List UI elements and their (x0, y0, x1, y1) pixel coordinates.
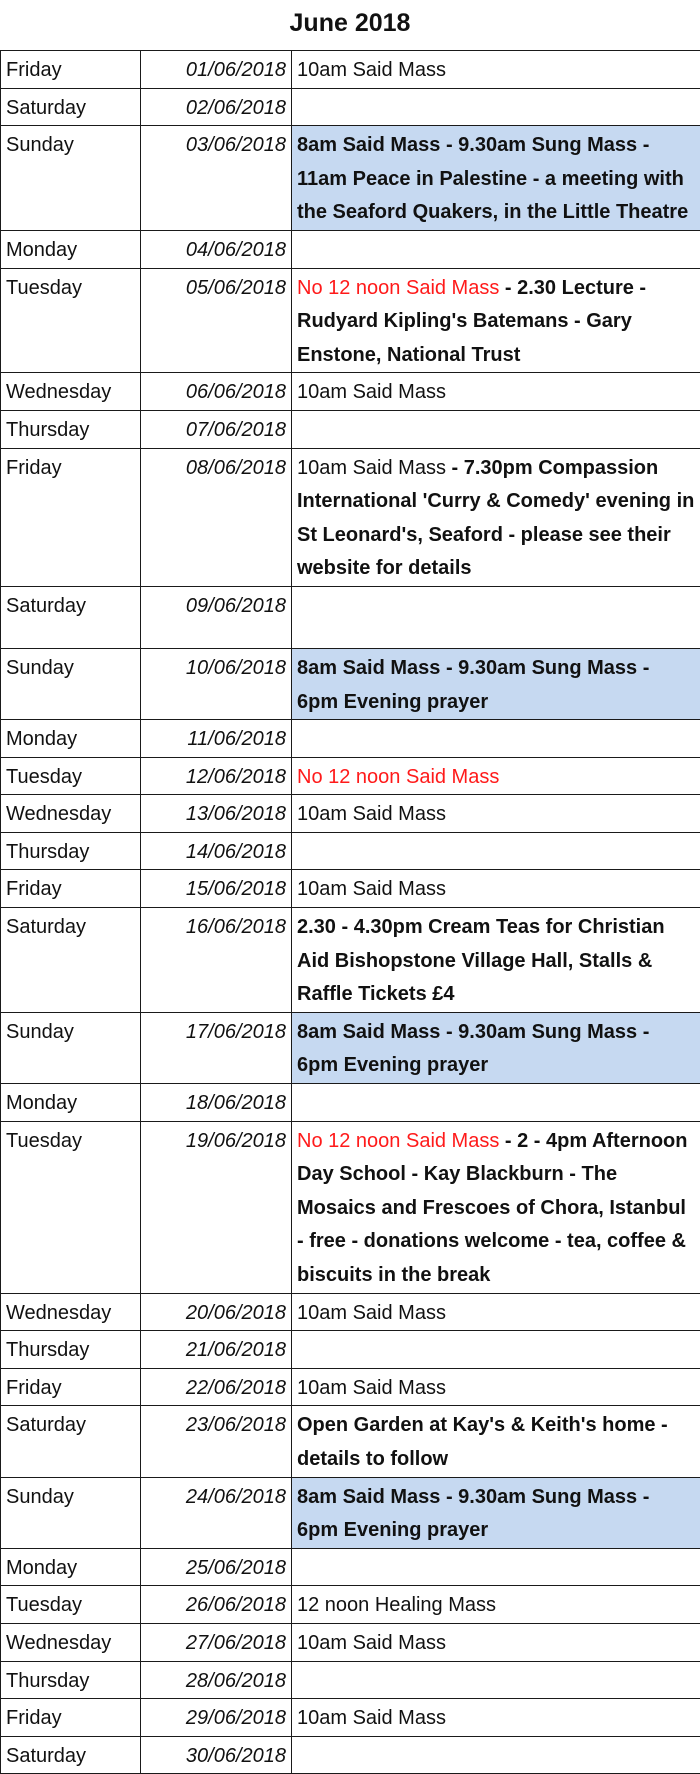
day-cell: Monday (1, 1548, 141, 1586)
event-text: 12 noon Healing Mass (297, 1594, 496, 1616)
event-text: 8am Said Mass - 9.30am Sung Mass - 11am Peace in Palestine - a meeting with the Seaford Quakers, in the Little Theatre (297, 134, 688, 223)
event-cell (292, 1736, 700, 1774)
event-cell (292, 126, 700, 231)
schedule-row (1, 1736, 700, 1774)
day-cell: Tuesday (1, 268, 141, 373)
event-text: 8am Said Mass - 9.30am Sung Mass - 6pm Evening prayer (297, 1021, 649, 1077)
event-cell (292, 1331, 700, 1369)
day-cell: Sunday (1, 1012, 141, 1083)
event-text: 10am Said Mass (297, 1632, 446, 1654)
event-cell (292, 1586, 700, 1624)
schedule-row (1, 448, 700, 586)
event-cell (292, 1084, 700, 1122)
schedule-row (1, 373, 700, 411)
event-text: 10am Said Mass (297, 381, 446, 403)
date-cell: 04/06/2018 (141, 230, 292, 268)
date-cell: 21/06/2018 (141, 1331, 292, 1369)
day-cell: Friday (1, 1368, 141, 1406)
event-cell (292, 373, 700, 411)
event-cell (292, 448, 700, 586)
schedule-row (1, 1699, 700, 1737)
day-cell: Friday (1, 870, 141, 908)
date-cell: 22/06/2018 (141, 1368, 292, 1406)
schedule-row (1, 1084, 700, 1122)
cancelled-notice: No 12 noon Said Mass (297, 766, 499, 788)
event-text: - 2 - 4pm Afternoon Day School - Kay Blackburn - The Mosaics and Frescoes of Chora, Istanbul - free - donations welcome - tea, coffee & biscuits in the break (297, 1130, 688, 1286)
date-cell: 17/06/2018 (141, 1012, 292, 1083)
day-cell: Sunday (1, 126, 141, 231)
date-cell: 03/06/2018 (141, 126, 292, 231)
event-text: 10am Said Mass (297, 59, 446, 81)
date-cell: 12/06/2018 (141, 757, 292, 795)
event-cell (292, 1477, 700, 1548)
event-cell (292, 410, 700, 448)
day-cell: Tuesday (1, 1121, 141, 1293)
day-cell: Friday (1, 448, 141, 586)
date-cell: 24/06/2018 (141, 1477, 292, 1548)
day-cell: Friday (1, 1699, 141, 1737)
schedule-row (1, 870, 700, 908)
day-cell: Thursday (1, 410, 141, 448)
schedule-row (1, 795, 700, 833)
date-cell: 14/06/2018 (141, 832, 292, 870)
schedule-row (1, 51, 700, 89)
event-cell (292, 88, 700, 126)
schedule-row (1, 1623, 700, 1661)
schedule-body (1, 51, 700, 1774)
schedule-table (0, 50, 700, 1774)
event-text: 10am Said Mass (297, 457, 446, 479)
schedule-row (1, 230, 700, 268)
schedule-row (1, 410, 700, 448)
schedule-row (1, 1406, 700, 1477)
event-cell (292, 1661, 700, 1699)
day-cell: Wednesday (1, 795, 141, 833)
date-cell: 25/06/2018 (141, 1548, 292, 1586)
event-text: - 7.30pm Compassion International 'Curry & Comedy' evening in St Leonard's, Seaford - please see their website for details (297, 457, 694, 580)
event-text: - 2.30 Lecture - Rudyard Kipling's Batemans - Gary Enstone, National Trust (297, 277, 646, 366)
day-cell: Saturday (1, 908, 141, 1013)
date-cell: 20/06/2018 (141, 1293, 292, 1331)
day-cell: Tuesday (1, 757, 141, 795)
event-cell (292, 720, 700, 758)
date-cell: 23/06/2018 (141, 1406, 292, 1477)
date-cell: 28/06/2018 (141, 1661, 292, 1699)
day-cell: Saturday (1, 1406, 141, 1477)
date-cell: 02/06/2018 (141, 88, 292, 126)
schedule-row (1, 1293, 700, 1331)
event-text: 8am Said Mass - 9.30am Sung Mass - 6pm Evening prayer (297, 1486, 649, 1542)
schedule-row (1, 586, 700, 648)
event-cell (292, 1121, 700, 1293)
event-cell (292, 51, 700, 89)
schedule-row (1, 1012, 700, 1083)
event-cell (292, 795, 700, 833)
event-cell (292, 757, 700, 795)
event-cell (292, 1293, 700, 1331)
page-title: June 2018 (0, 0, 700, 50)
event-text: 10am Said Mass (297, 1302, 446, 1324)
schedule-row (1, 88, 700, 126)
event-cell (292, 870, 700, 908)
schedule-row (1, 126, 700, 231)
schedule-row (1, 757, 700, 795)
event-text: 10am Said Mass (297, 1707, 446, 1729)
event-cell (292, 268, 700, 373)
event-text: 10am Said Mass (297, 803, 446, 825)
date-cell: 09/06/2018 (141, 586, 292, 648)
day-cell: Friday (1, 51, 141, 89)
schedule-row (1, 1661, 700, 1699)
day-cell: Sunday (1, 648, 141, 719)
date-cell: 11/06/2018 (141, 720, 292, 758)
event-text: 2.30 - 4.30pm Cream Teas for Christian Aid Bishopstone Village Hall, Stalls & Raffle Tickets £4 (297, 916, 665, 1005)
date-cell: 06/06/2018 (141, 373, 292, 411)
day-cell: Sunday (1, 1477, 141, 1548)
cancelled-notice: No 12 noon Said Mass (297, 277, 499, 299)
date-cell: 26/06/2018 (141, 1586, 292, 1624)
schedule-row (1, 1477, 700, 1548)
date-cell: 29/06/2018 (141, 1699, 292, 1737)
date-cell: 27/06/2018 (141, 1623, 292, 1661)
day-cell: Wednesday (1, 1623, 141, 1661)
schedule-row (1, 1586, 700, 1624)
event-cell (292, 1368, 700, 1406)
date-cell: 13/06/2018 (141, 795, 292, 833)
date-cell: 07/06/2018 (141, 410, 292, 448)
date-cell: 10/06/2018 (141, 648, 292, 719)
day-cell: Saturday (1, 586, 141, 648)
event-cell (292, 1699, 700, 1737)
event-text: Open Garden at Kay's & Keith's home - details to follow (297, 1414, 668, 1470)
date-cell: 01/06/2018 (141, 51, 292, 89)
schedule-row (1, 648, 700, 719)
day-cell: Saturday (1, 1736, 141, 1774)
event-cell (292, 908, 700, 1013)
day-cell: Wednesday (1, 1293, 141, 1331)
schedule-row (1, 720, 700, 758)
event-cell (292, 586, 700, 648)
day-cell: Tuesday (1, 1586, 141, 1624)
date-cell: 19/06/2018 (141, 1121, 292, 1293)
schedule-row (1, 268, 700, 373)
event-cell (292, 832, 700, 870)
schedule-row (1, 1121, 700, 1293)
event-text: 8am Said Mass - 9.30am Sung Mass - 6pm Evening prayer (297, 657, 649, 713)
event-cell (292, 1623, 700, 1661)
date-cell: 05/06/2018 (141, 268, 292, 373)
event-cell (292, 230, 700, 268)
day-cell: Saturday (1, 88, 141, 126)
day-cell: Thursday (1, 1331, 141, 1369)
schedule-row (1, 1548, 700, 1586)
event-cell (292, 648, 700, 719)
date-cell: 15/06/2018 (141, 870, 292, 908)
date-cell: 18/06/2018 (141, 1084, 292, 1122)
event-cell (292, 1548, 700, 1586)
event-cell (292, 1012, 700, 1083)
day-cell: Monday (1, 1084, 141, 1122)
schedule-row (1, 1331, 700, 1369)
schedule-row (1, 832, 700, 870)
date-cell: 16/06/2018 (141, 908, 292, 1013)
day-cell: Monday (1, 720, 141, 758)
event-cell (292, 1406, 700, 1477)
day-cell: Thursday (1, 1661, 141, 1699)
date-cell: 30/06/2018 (141, 1736, 292, 1774)
date-cell: 08/06/2018 (141, 448, 292, 586)
cancelled-notice: No 12 noon Said Mass (297, 1130, 499, 1152)
schedule-row (1, 908, 700, 1013)
schedule-row (1, 1368, 700, 1406)
day-cell: Monday (1, 230, 141, 268)
event-text: 10am Said Mass (297, 878, 446, 900)
day-cell: Thursday (1, 832, 141, 870)
day-cell: Wednesday (1, 373, 141, 411)
event-text: 10am Said Mass (297, 1377, 446, 1399)
